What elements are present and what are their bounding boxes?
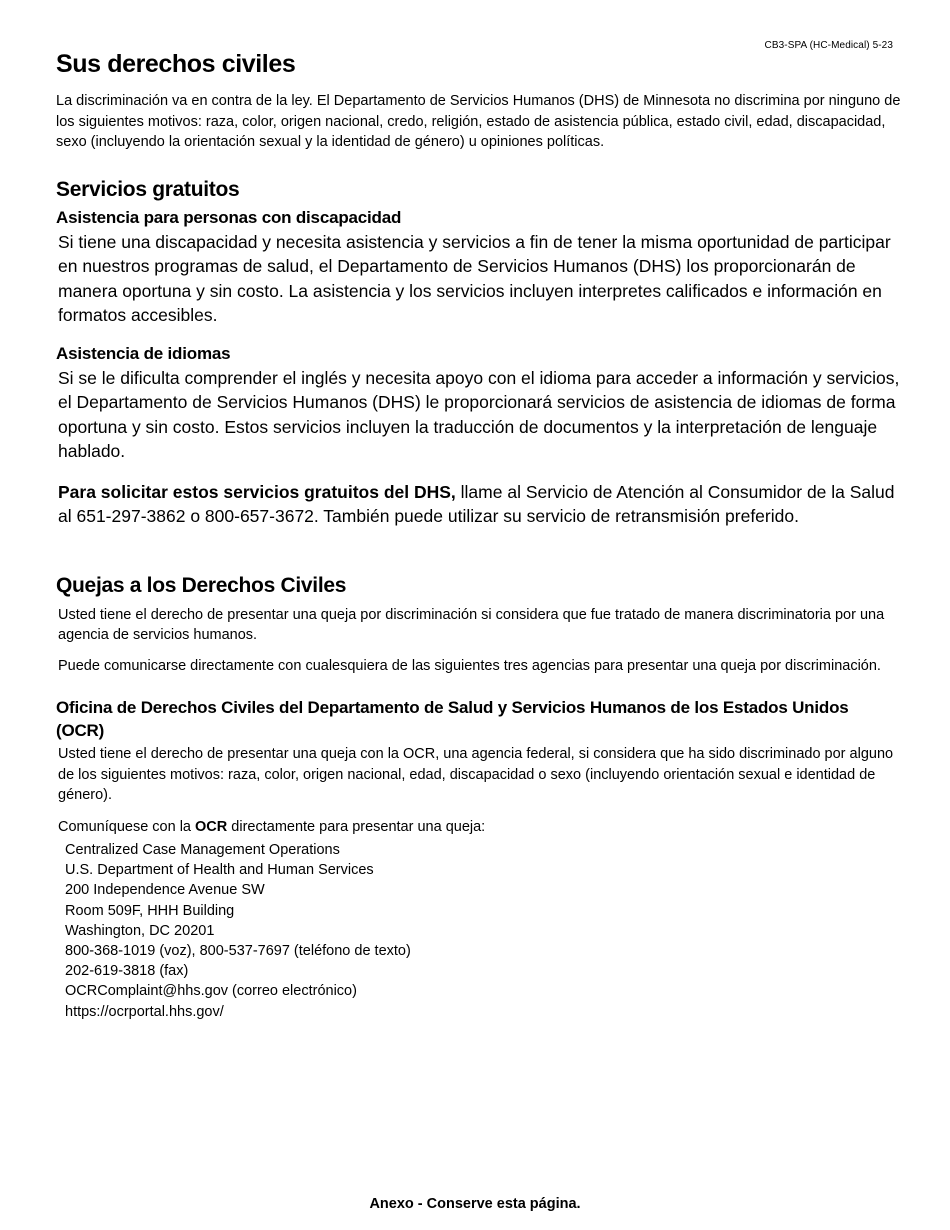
language-heading: Asistencia de idiomas — [56, 343, 231, 363]
page-footer: Anexo - Conserve esta página. — [369, 1196, 581, 1212]
request-services-paragraph — [56, 480, 901, 529]
ocr-contact-post: directamente para presentar una queja: — [227, 818, 486, 835]
complaints-paragraph-2: Puede comunicarse directamente con cualesquiera de las siguientes tres agencias para presentar una queja por discriminación. — [58, 657, 881, 674]
ocr-contact-pre: Comuníquese con la — [58, 818, 196, 835]
address-line: U.S. Department of Health and Human Services — [65, 862, 374, 879]
ocr-body: Usted tiene el derecho de presentar una queja con la OCR, una agencia federal, si considera que ha sido discriminado por alguno de los siguientes motivos: raza, color, origen nacional, edad, discapacidad o sexo (incluyendo orientación sexual e identidad de género). — [58, 746, 894, 803]
address-email: OCRComplaint@hhs.gov (correo electrónico) — [65, 983, 357, 1000]
form-code: CB3-SPA (HC-Medical) 5-23 — [764, 40, 893, 51]
civil-rights-body: La discriminación va en contra de la ley. El Departamento de Servicios Humanos (DHS) de Minnesota no discrimina por ninguno de los siguientes motivos: raza, color, origen nacional, credo, religión, estado de asistencia pública, estado civil, edad, discapacidad, sexo (incluyendo la orientación sexual y la identidad de género) u opiniones políticas. — [56, 93, 901, 150]
disability-heading: Asistencia para personas con discapacidad — [56, 207, 402, 227]
request-services-bold: Para solicitar estos servicios gratuitos del DHS, — [58, 481, 456, 502]
address-line: Centralized Case Management Operations — [65, 842, 340, 858]
address-fax: 202-619-3818 (fax) — [65, 963, 189, 980]
civil-rights-title: Sus derechos civiles — [56, 50, 296, 78]
ocr-contact-line — [56, 817, 901, 838]
complaints-paragraph-1: Usted tiene el derecho de presentar una queja por discriminación si considera que fue tratado de manera discriminatoria por una agencia de servicios humanos. — [58, 606, 885, 643]
disability-body: Si tiene una discapacidad y necesita asistencia y servicios a fin de tener la misma oportunidad de participar en nuestros programas de salud, el Departamento de Servicios Humanos (DHS) los proporcionarán de manera oportuna y sin costo. La asistencia y los servicios incluyen interpretes calificados e información en formatos accesibles. — [58, 231, 891, 325]
address-website: https://ocrportal.hhs.gov/ — [65, 1003, 224, 1020]
address-line: 200 Independence Avenue SW — [65, 882, 265, 899]
free-services-title: Servicios gratuitos — [56, 177, 240, 201]
address-line: Washington, DC 20201 — [65, 922, 215, 939]
request-services-text: llame al Servicio de Atención al Consumidor de la Salud al 651-297-3862 o 800-657-3672. También puede utilizar su servicio de retransmisión preferido. — [58, 481, 895, 526]
address-phone: 800-368-1019 (voz), 800-537-7697 (teléfono de texto) — [65, 943, 411, 960]
ocr-address-block — [56, 840, 901, 1022]
address-line: Room 509F, HHH Building — [65, 902, 235, 919]
language-body: Si se le dificulta comprender el inglés y necesita apoyo con el idioma para acceder a información y servicios, el Departamento de Servicios Humanos (DHS) le proporcionará servicios de asistencia de idiomas de forma oportuna y sin costo. Estos servicios incluyen la traducción de documentos y la interpretación de lenguaje hablado. — [58, 367, 900, 461]
complaints-title: Quejas a los Derechos Civiles — [56, 573, 347, 597]
ocr-contact-bold: OCR — [195, 818, 228, 835]
ocr-heading: Oficina de Derechos Civiles del Departamento de Salud y Servicios Humanos de los Estados Unidos (OCR) — [56, 698, 849, 740]
page-content — [56, 50, 901, 1022]
